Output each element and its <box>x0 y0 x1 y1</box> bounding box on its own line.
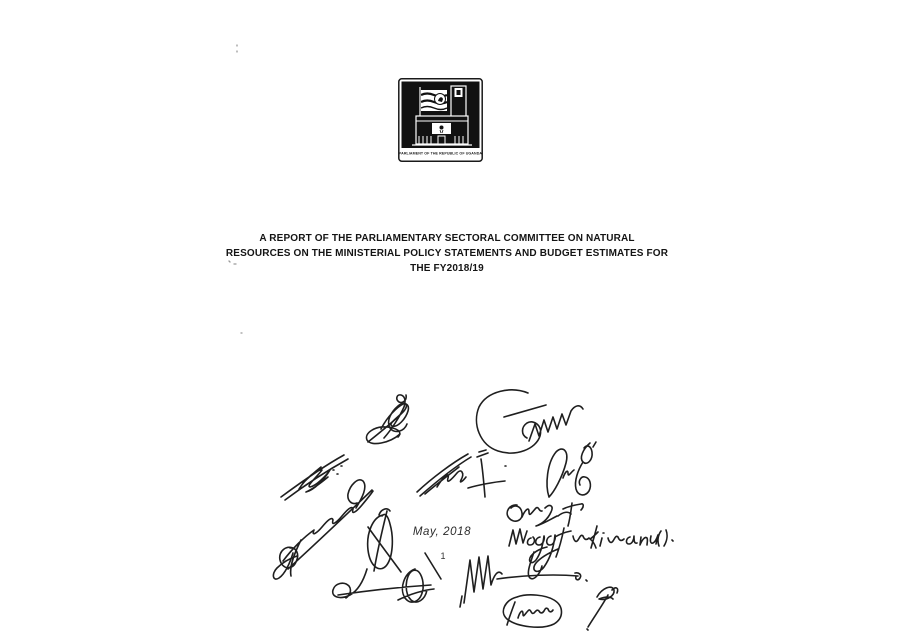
signature-3 <box>281 455 348 500</box>
signature-2 <box>476 390 583 453</box>
signature-5 <box>547 442 596 497</box>
scan-artifacts <box>229 45 242 333</box>
signature-6 <box>507 503 583 526</box>
signature-1 <box>367 395 409 444</box>
signature-11 <box>460 556 587 607</box>
signature-9-handwritten-name <box>509 526 673 579</box>
signature-4 <box>417 453 506 497</box>
signature-12 <box>503 595 561 627</box>
report-date: May, 2018 <box>412 526 472 538</box>
report-title-line-1: A REPORT OF THE PARLIAMENTARY SECTORAL COMMITTEE ON NATURAL <box>259 233 635 244</box>
signature-7 <box>273 480 373 579</box>
page-number: 1 <box>440 551 446 561</box>
signature-10 <box>333 569 434 602</box>
signature-8 <box>368 509 441 579</box>
report-title-line-2: RESOURCES ON THE MINISTERIAL POLICY STATEMENTS AND BUDGET ESTIMATES FOR <box>225 248 669 259</box>
report-title-line-3: THE FY2018/19 <box>410 263 484 274</box>
logo-caption: PARLIAMENT OF THE REPUBLIC OF UGANDA <box>398 151 483 156</box>
signature-13 <box>587 587 618 630</box>
